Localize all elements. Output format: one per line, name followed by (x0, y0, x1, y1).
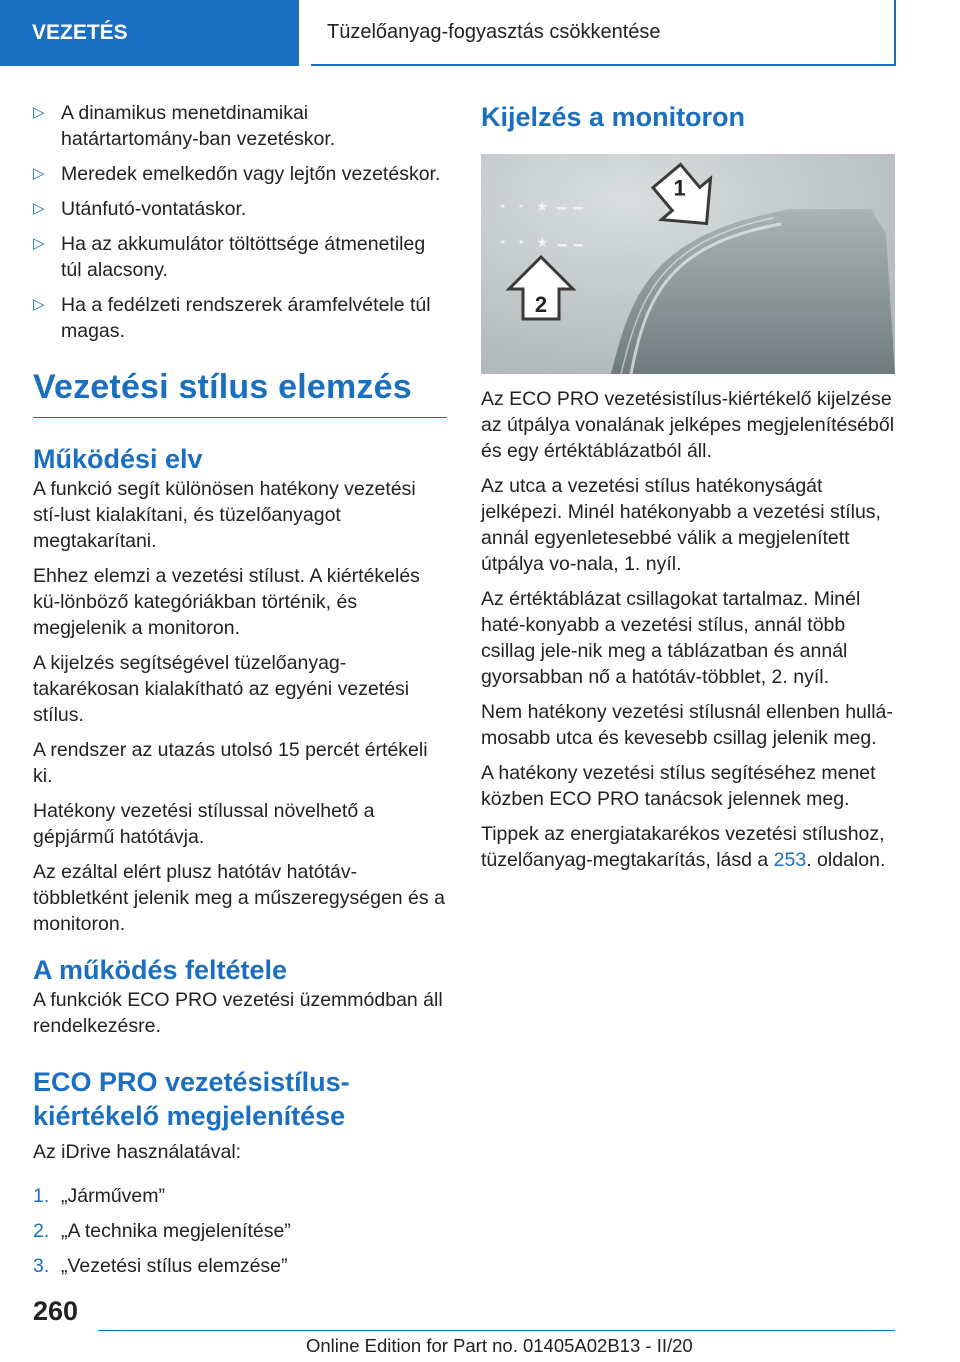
svg-text:★: ★ (536, 235, 549, 251)
section-tab[interactable]: VEZETÉS (0, 0, 299, 66)
paragraph: Nem hatékony vezetési stílusnál ellenben hullá-mosabb utca és kevesebb csillag jelenik meg. (481, 701, 893, 749)
tip-paragraph: Tippek az energiatakarékos vezetési stílushoz, tüzelőanyag-megtakarítás, lásd a 253. oldalon. (481, 823, 886, 871)
paragraph: Az ezáltal elért plusz hatótáv hatótáv-többletként jelenik meg a műszeregységen és a monitoron. (33, 861, 445, 935)
page-number: 260 (33, 1296, 79, 1326)
paragraph: Az ECO PRO vezetésistílus-kiértékelő kijelzése az útpálya vonalának jelképes megjelenítéséből és egy értéktáblázatból áll. (481, 388, 895, 462)
triangle-bullet-icon: ▷ (33, 235, 45, 252)
edition-footer: Online Edition for Part no. 01405A02B13 - II/20 (306, 1335, 693, 1356)
paragraph: Az iDrive használatával: (33, 1141, 242, 1163)
page-header (0, 0, 960, 66)
idrive-steps-list (33, 1183, 447, 1279)
list-item: ▷ A dinamikus menetdinamikai határtartomány-ban vezetéskor. (33, 102, 336, 150)
triangle-bullet-icon: ▷ (33, 200, 45, 217)
list-item: ▷ Meredek emelkedőn vagy lejtőn vezetéskor. (33, 163, 441, 185)
working-principle-heading: Működési elv (33, 444, 203, 474)
paragraph: A hatékony vezetési stílus segítéséhez menet közben ECO PRO tanácsok jelennek meg. (481, 762, 876, 810)
paragraph: Hatékony vezetési stílussal növelhető a gépjármű hatótávja. (33, 800, 375, 848)
footer-divider (98, 1330, 895, 1331)
list-item: 3. „Vezetési stílus elemzése” (33, 1255, 288, 1277)
triangle-bullet-icon: ▷ (33, 165, 45, 182)
paragraph: A rendszer az utazás utolsó 15 percét értékeli ki. (33, 739, 428, 787)
monitor-display-heading: Kijelzés a monitoron (481, 102, 746, 132)
svg-text:★: ★ (536, 199, 549, 215)
page-reference-link[interactable]: 253 (773, 849, 807, 871)
paragraph: Az utca a vezetési stílus hatékonyságát jelképezi. Minél hatékonyabb a vezetési stílus, annál egyenletesebbé válik a megjelenített útpálya vo-nala, 1. nyíl. (481, 475, 881, 575)
paragraph: A funkciók ECO PRO vezetési üzemmódban áll rendelkezésre. (33, 989, 443, 1037)
list-item: ▷ Utánfutó-vontatáskor. (33, 198, 247, 220)
paragraph: A funkció segít különösen hatékony vezetési stí-lust kialakítani, és tüzelőanyagot megtakarítani. (33, 478, 416, 552)
right-column (481, 100, 895, 882)
left-column (33, 100, 447, 1288)
svg-text:2: 2 (534, 292, 548, 317)
paragraph: A kijelzés segítségével tüzelőanyag-takarékosan kialakítható az egyéni vezetési stílus. (33, 652, 410, 726)
section-heading: Vezetési stílus elemzés (33, 368, 447, 418)
condition-heading: A működés feltétele (33, 955, 288, 985)
svg-text:1: 1 (673, 175, 686, 201)
condition-bullet-list (33, 100, 447, 344)
list-item: ▷ Ha az akkumulátor töltöttsége átmenetileg túl alacsony. (33, 233, 426, 281)
list-item: 2. „A technika megjelenítése” (33, 1220, 291, 1242)
display-heading: ECO PRO vezetésistílus-kiértékelő megjelenítése (33, 1067, 350, 1131)
triangle-bullet-icon: ▷ (33, 296, 45, 313)
list-item: ▷ Ha a fedélzeti rendszerek áramfelvétele túl magas. (33, 294, 431, 342)
list-item: 1. „Járművem” (33, 1185, 166, 1207)
triangle-bullet-icon: ▷ (33, 104, 45, 121)
eco-pro-display-illustration (481, 154, 895, 374)
paragraph: Ehhez elemzi a vezetési stílust. A kiértékelés kü-lönböző kategóriákban történik, és megjelenik a monitoron. (33, 565, 420, 639)
paragraph: Az értéktáblázat csillagokat tartalmaz. Minél haté-konyabb a vezetési stílus, annál több csillag jele-nik meg a táblázatban és annál gyorsabban nő a hatótáv-többlet, 2. nyíl. (481, 588, 861, 688)
chapter-title: Tüzelőanyag-fogyasztás csökkentése (311, 0, 896, 66)
